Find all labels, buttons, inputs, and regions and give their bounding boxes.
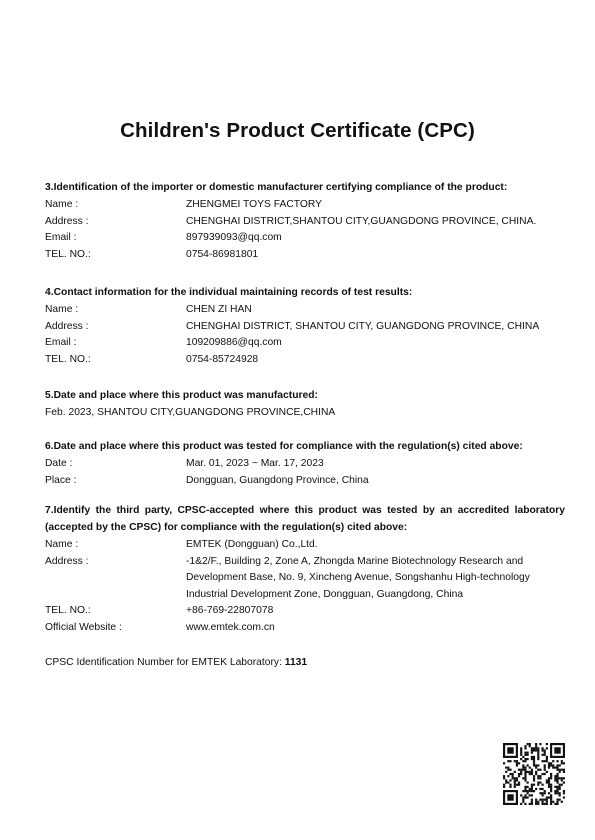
section-records-contact	[45, 285, 565, 368]
lab-name-label: Name :	[45, 539, 79, 550]
section-4-heading: 4.Contact information for the individual maintaining records of test results:	[45, 287, 413, 298]
lab-tel-value: +86-769-22807078	[186, 605, 274, 616]
lab-tel-row	[45, 603, 565, 620]
section-6-heading: 6.Date and place where this product was tested for compliance with the regulation(s) cited above:	[45, 441, 523, 452]
importer-name-row	[45, 197, 565, 214]
lab-name-row	[45, 537, 565, 554]
lab-website-row	[45, 620, 565, 637]
section-testing	[45, 439, 565, 489]
contact-name-value: CHEN ZI HAN	[186, 304, 252, 315]
contact-name-label: Name :	[45, 304, 79, 315]
lab-address-value	[186, 554, 565, 604]
importer-email-label: Email :	[45, 232, 77, 243]
qr-code-icon	[503, 743, 565, 805]
contact-name-row	[45, 302, 565, 319]
contact-email-row	[45, 335, 565, 352]
section-manufacture	[45, 388, 565, 422]
importer-address-value: CHENGHAI DISTRICT,SHANTOU CITY,GUANGDONG PROVINCE, CHINA.	[186, 215, 537, 227]
section-5-heading: 5.Date and place where this product was manufactured:	[45, 390, 318, 401]
importer-tel-value: 0754-86981801	[186, 248, 259, 260]
section-importer	[45, 180, 565, 263]
importer-tel-label: TEL. NO.:	[45, 248, 91, 260]
lab-address-label: Address :	[45, 555, 89, 567]
contact-email-value: 109209886@qq.com	[186, 337, 282, 348]
section-7-heading-line1: 7.Identify the third party, CPSC-accepted where this product was tested by an accredited laboratory	[45, 505, 565, 516]
cpsc-id-number: 1131	[284, 657, 308, 668]
contact-address-value: CHENGHAI DISTRICT, SHANTOU CITY, GUANGDONG PROVINCE, CHINA	[186, 320, 540, 332]
test-place-label: Place :	[45, 474, 77, 486]
importer-name-label: Name :	[45, 199, 79, 210]
lab-name-value: EMTEK (Dongguan) Co.,Ltd.	[186, 539, 318, 550]
contact-address-label: Address :	[45, 320, 89, 332]
test-date-value: Mar. 01, 2023 ~ Mar. 17, 2023	[186, 458, 324, 469]
cpsc-identification	[45, 655, 307, 671]
cpsc-id-label: CPSC Identification Number for EMTEK Laboratory:	[45, 657, 285, 668]
lab-website-value: www.emtek.com.cn	[186, 621, 275, 633]
section-laboratory	[45, 503, 565, 636]
section-7-heading-line2: (accepted by the CPSC) for compliance with the regulation(s) cited above:	[45, 522, 408, 533]
test-place-row	[45, 473, 565, 490]
lab-tel-label: TEL. NO.:	[45, 605, 91, 616]
section-3-heading: 3.Identification of the importer or domestic manufacturer certifying compliance of the product:	[45, 182, 508, 193]
test-date-label: Date :	[45, 458, 73, 469]
page-title: Children's Product Certificate (CPC)	[120, 119, 475, 142]
importer-address-label: Address :	[45, 215, 89, 227]
contact-tel-value: 0754-85724928	[186, 353, 259, 365]
lab-address-line1: -1&2/F., Building 2, Zone A, Zhongda Marine Biotechnology Research and	[186, 555, 524, 567]
test-place-value: Dongguan, Guangdong Province, China	[186, 474, 369, 486]
contact-email-label: Email :	[45, 337, 77, 348]
contact-tel-label: TEL. NO.:	[45, 353, 91, 365]
lab-website-label: Official Website :	[45, 621, 122, 633]
test-date-row	[45, 456, 565, 473]
importer-tel-row	[45, 247, 565, 264]
importer-email-row	[45, 230, 565, 247]
importer-email-value: 897939093@qq.com	[186, 232, 282, 243]
lab-address-line3: Industrial Development Zone, Dongguan, Guangdong, China	[186, 588, 464, 600]
lab-address-line2: Development Base, No. 9, Xincheng Avenue, Songshanhu High-technology	[186, 572, 530, 583]
contact-address-row	[45, 319, 565, 336]
manufacture-date-place: Feb. 2023, SHANTOU CITY,GUANGDONG PROVINCE,CHINA	[45, 407, 336, 418]
contact-tel-row	[45, 352, 565, 369]
lab-address-row	[45, 554, 565, 604]
importer-address-row	[45, 214, 565, 231]
importer-name-value: ZHENGMEI TOYS FACTORY	[186, 199, 322, 210]
